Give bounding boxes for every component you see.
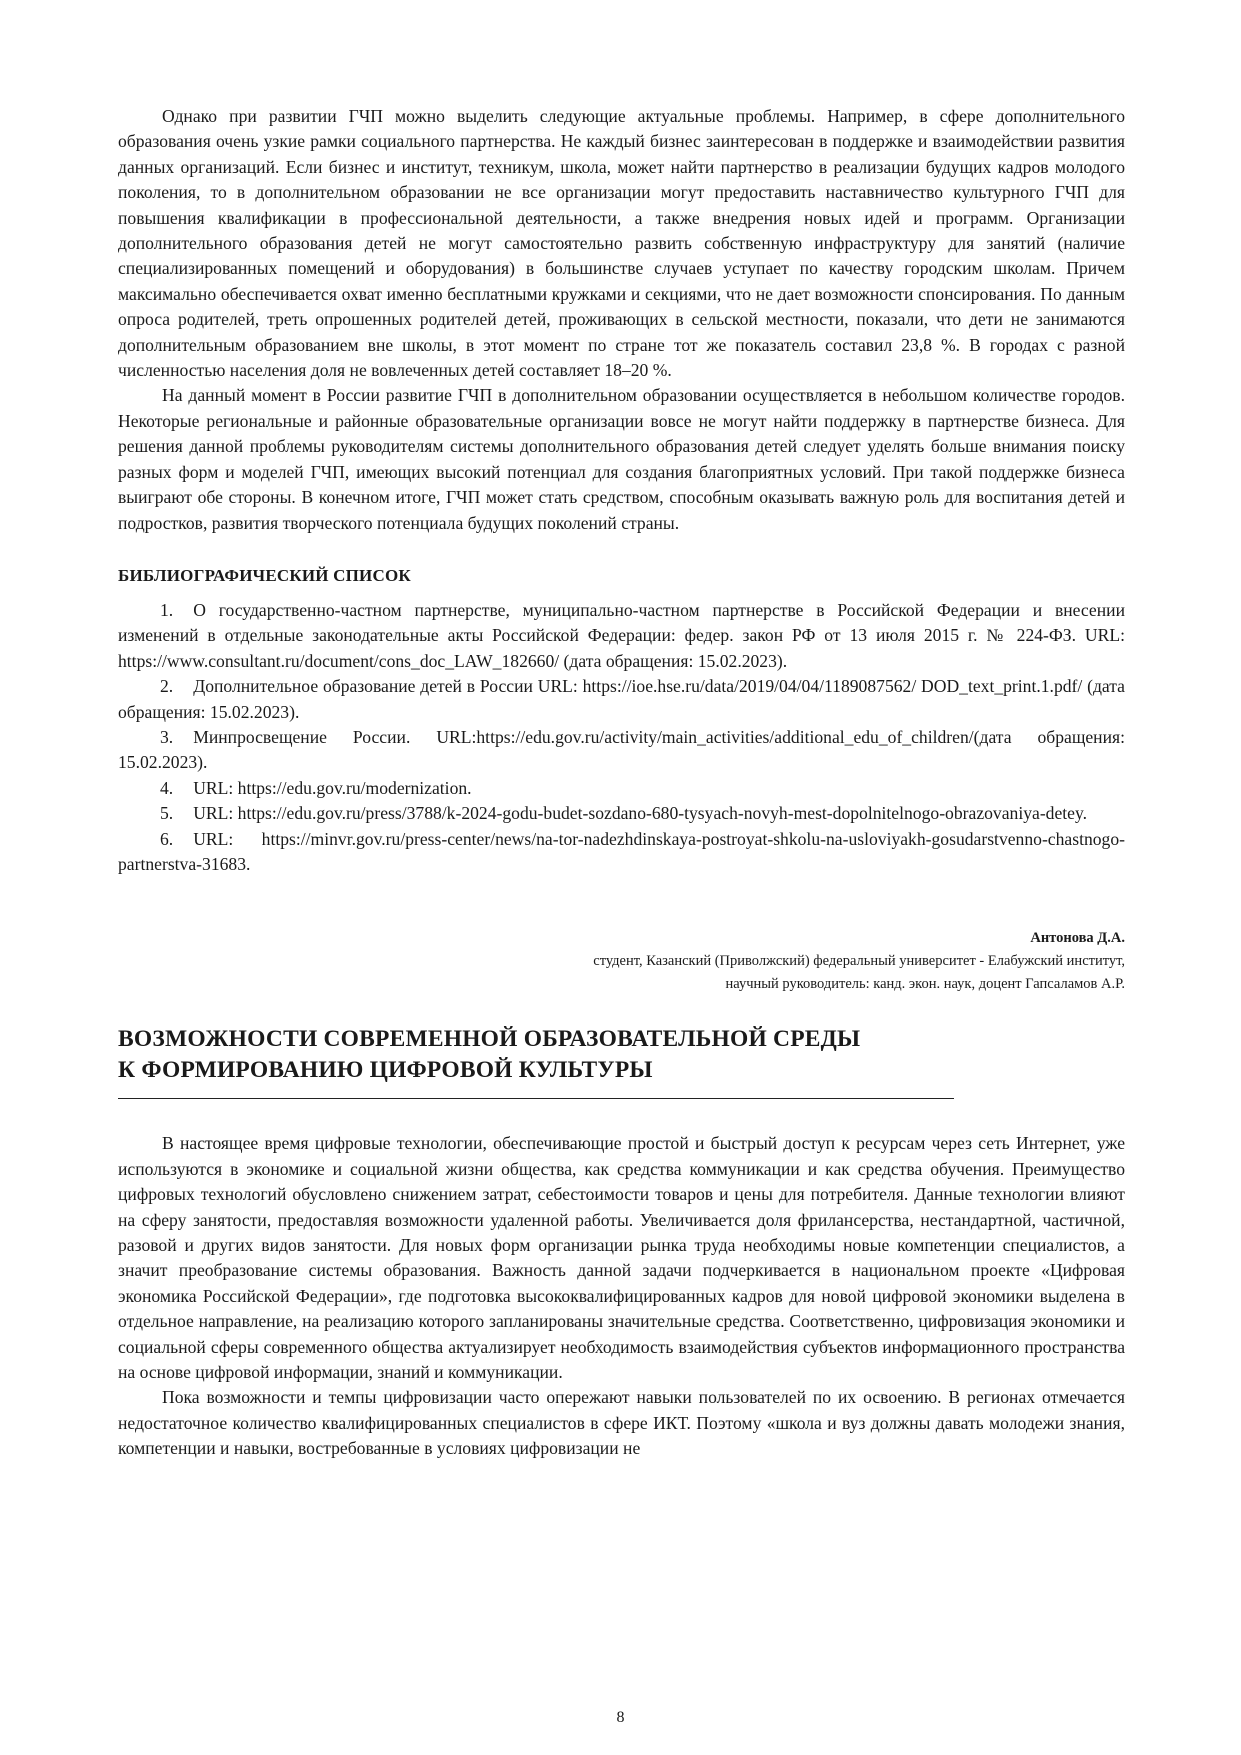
bibliography-item — [118, 801, 1125, 826]
bibliography-item-text: Минпросвещение России. URL:https://edu.gov.ru/activity/main_activities/additional_edu_of_children/(дата обращения: 15.02.2023). — [118, 726, 1125, 773]
bibliography-item-number: 5. — [160, 803, 174, 824]
article-title-line: ВОЗМОЖНОСТИ СОВРЕМЕННОЙ ОБРАЗОВАТЕЛЬНОЙ СРЕДЫ — [118, 1026, 861, 1053]
bibliography-item — [118, 827, 1125, 878]
bibliography-item — [118, 598, 1125, 674]
page-number: 8 — [616, 1709, 625, 1726]
bibliography-item — [118, 725, 1125, 776]
author-supervisor: научный руководитель: канд. экон. наук, доцент Гапсаламов А.Р. — [725, 976, 1125, 993]
bibliography-item-number: 1. — [160, 599, 174, 620]
bibliography-list — [118, 598, 1125, 877]
author-name: Антонова Д.А. — [1030, 930, 1125, 947]
bibliography-item-text: URL: https://edu.gov.ru/modernization. — [193, 777, 472, 798]
body-paragraph: На данный момент в России развитие ГЧП в дополнительном образовании осуществляется в небольшом количестве городов. Некоторые региональные и районные образовательные организации вовсе не могут найти поддержку в партнерстве бизнеса. Для решения данной проблемы руководителям системы дополнительного образования детей следует уделять больше внимания поиску разных форм и моделей ГЧП, имеющих высокий потенциал для создания благоприятных условий. При такой поддержке бизнеса выиграют обе стороны. В конечном итоге, ГЧП может стать средством, способным оказывать важную роль для воспитания детей и подростков, развития творческого потенциала будущих поколений страны. — [118, 385, 1125, 533]
bibliography-item-text: О государственно-частном партнерстве, муниципально-частном партнерстве в Российской Федерации и внесении изменений в отдельные законодательные акты Российской Федерации: федер. закон РФ от 13 июля 2015 г. № 224-ФЗ. URL: https://www.consultant.ru/document/cons_doc_LAW_182660/ (дата обращения: 15.02.2023). — [118, 599, 1125, 671]
bibliography-item-text: Дополнительное образование детей в России URL: https://ioe.hse.ru/data/2019/04/04/1189087562/ DOD_text_print.1.pdf/ (дата обращения: 15.02.2023). — [118, 676, 1125, 722]
bibliography-item-text: URL: https://minvr.gov.ru/press-center/news/na-tor-nadezhdinskaya-postroyat-shkolu-na-usloviyakh-gosudarstvenno-chastnogo-partnerstva-31683. — [118, 828, 1125, 874]
bibliography-item-number: 2. — [160, 676, 174, 697]
article-title — [118, 1024, 1125, 1086]
body-paragraph: Пока возможности и темпы цифровизации часто опережают навыки пользователей по их освоению. В регионах отмечается недостаточное количество квалифицированных специалистов в сфере ИКТ. Поэтому «школа и вуз должны давать молодежи знания, компетенции и навыки, востребованные в условиях цифровизации не — [118, 1387, 1125, 1459]
author-block — [118, 927, 1125, 996]
bibliography-heading: БИБЛИОГРАФИЧЕСКИЙ СПИСОК — [118, 565, 411, 585]
bibliography-item — [118, 776, 1125, 801]
bibliography-item-number: 3. — [160, 726, 174, 747]
bibliography-item-text: URL: https://edu.gov.ru/press/3788/k-2024-godu-budet-sozdano-680-tysyach-novyh-mest-dopolnitelnogo-obrazovaniya-detey. — [193, 803, 1088, 824]
article-title-line: К ФОРМИРОВАНИЮ ЦИФРОВОЙ КУЛЬТУРЫ — [118, 1057, 653, 1084]
body-paragraph: В настоящее время цифровые технологии, обеспечивающие простой и быстрый доступ к ресурсам через сеть Интернет, уже используются в экономике и социальной жизни общества, как средства коммуникации и как средства обучения. Преимущество цифровых технологий обусловлено снижением затрат, себестоимости товаров и цены для потребителя. Данные технологии влияют на сферу занятости, предоставляя возможности удаленной работы. Увеличивается доля фрилансерства, нестандартной, частичной, разовой и других видов занятости. Для новых форм организации рынка труда необходимы новые компетенции специалистов, а значит преобразование системы образования. Важность данной задачи подчеркивается в национальном проекте «Цифровая экономика Российской Федерации», где подготовка высококвалифицированных кадров для новой цифровой экономики выделена в отдельное направление, на реализацию которого запланированы значительные средства. Соответственно, цифровизация экономики и социальной сферы современного общества актуализирует необходимость взаимодействия субъектов информационного пространства на основе цифровой информации, знаний и коммуникации. — [118, 1133, 1125, 1383]
title-divider — [118, 1098, 954, 1099]
bibliography-item — [118, 674, 1125, 725]
author-affiliation: студент, Казанский (Приволжский) федеральный университет - Елабужский институт, — [593, 953, 1125, 970]
body-paragraph: Однако при развитии ГЧП можно выделить следующие актуальные проблемы. Например, в сфере дополнительного образования очень узкие рамки социального партнерства. Не каждый бизнес заинтересован в поддержке и взаимодействии развития данных организаций. Если бизнес и институт, техникум, школа, может найти партнерство в реализации будущих кадров молодого поколения, то в дополнительном образовании не все организации могут предоставить наставничество культурного ГЧП для повышения квалификации в профессиональной деятельности, а также внедрения новых идей и программ. Организации дополнительного образования детей не могут самостоятельно развить собственную инфраструктуру для занятий (наличие специализированных помещений и оборудования) в большинстве случаев уступает по качеству городским школам. Причем максимально обеспечивается охват именно бесплатными кружками и секциями, что не дает возможности спонсирования. По данным опроса родителей, треть опрошенных родителей детей, проживающих в сельской местности, показали, что дети не занимаются дополнительным образованием вне школы, в этот момент по стране тот же показатель составил 23,8 %. В городах с разной численностью населения доля не вовлеченных детей составляет 18–20 %. — [118, 106, 1125, 381]
page-content — [118, 104, 1125, 1462]
bibliography-item-number: 6. — [160, 828, 174, 849]
bibliography-item-number: 4. — [160, 777, 174, 798]
